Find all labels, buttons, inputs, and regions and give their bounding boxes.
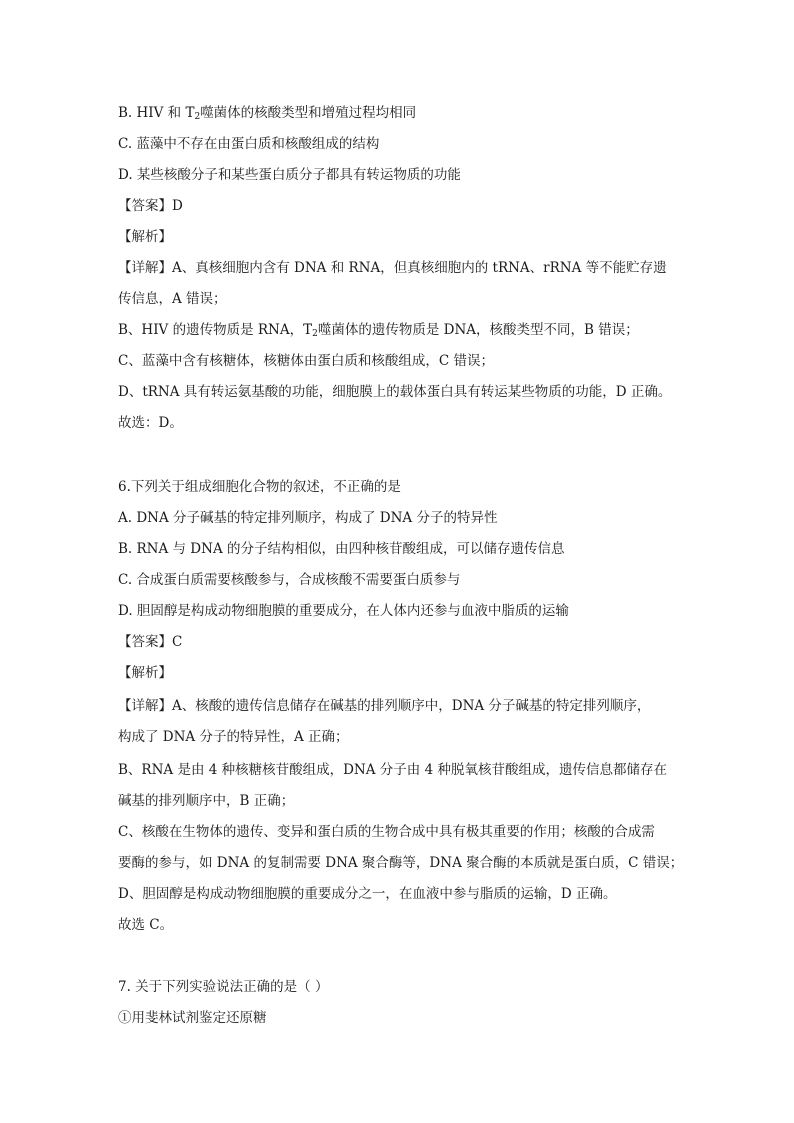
q6-option-c: C. 合成蛋白质需要核酸参与，合成核酸不需要蛋白质参与 [118,572,461,588]
q5-option-b-sub: 2 [194,112,201,122]
q5-option-c: C. 蓝藻中不存在由蛋白质和核酸组成的结构 [118,136,380,152]
q7-item-1: ①用斐林试剂鉴定还原糖 [118,1010,267,1026]
q6-detail-line: 碱基的排列顺序中，B 正确； [118,793,295,809]
q5-detail-line3-post: 噬菌体的遗传物质是 DNA，核酸类型不同，B 错误； [317,322,639,338]
q6-detail-line: C、核酸在生物体的遗传、变异和蛋白质的生物合成中具有极其重要的作用；核酸的合成需 [118,824,655,840]
q7-stem: 7. 关于下列实验说法正确的是（ ） [118,979,329,995]
q6-detail-line: D、胆固醇是构成动物细胞膜的重要成分之一，在血液中参与脂质的运输，D 正确。 [118,886,617,902]
q6-stem: 6.下列关于组成细胞化合物的叙述，不正确的是 [118,479,401,495]
q5-conclusion: 故选：D。 [118,415,183,431]
q5-answer: 【答案】D [118,198,183,214]
q5-analysis-heading: 【解析】 [118,229,172,245]
q6-option-a: A. DNA 分子碱基的特定排列顺序，构成了 DNA 分子的特异性 [118,510,498,526]
q6-detail-line: B、RNA 是由 4 种核糖核苷酸组成，DNA 分子由 4 种脱氧核苷酸组成，遗传信息都储存在 [118,762,667,778]
q6-analysis-heading: 【解析】 [118,665,172,681]
q5-detail-line: C、蓝藻中含有核糖体，核糖体由蛋白质和核酸组成，C 错误； [118,353,494,369]
q5-option-d: D. 某些核酸分子和某些蛋白质分子都具有转运物质的功能 [118,167,461,183]
q6-detail-line: 构成了 DNA 分子的特异性，A 正确； [118,729,349,745]
q5-option-b [118,103,688,123]
q6-option-b: B. RNA 与 DNA 的分子结构相似，由四种核苷酸组成，可以储存遗传信息 [118,541,565,557]
q5-option-b-post: 噬菌体的核酸类型和增殖过程均相同 [200,105,417,121]
q6-conclusion: 故选 C。 [118,917,174,933]
q5-detail-line3-pre: B、HIV 的遗传物质是 RNA，T [118,322,313,338]
q5-option-b-pre: B. HIV 和 T [118,105,195,121]
q6-answer: 【答案】C [118,634,183,650]
q5-detail-line3-sub: 2 [312,329,318,339]
q6-detail-line: 【详解】A、核酸的遗传信息储存在碱基的排列顺序中，DNA 分子碱基的特定排列顺序， [118,698,651,714]
q5-detail-line: 传信息，A 错误； [118,291,227,307]
q5-detail-line [118,320,688,340]
q6-detail-line: 要酶的参与，如 DNA 的复制需要 DNA 聚合酶等，DNA 聚合酶的本质就是蛋白质，C 错误； [118,855,684,871]
q5-detail-line: D、tRNA 具有转运氨基酸的功能，细胞膜上的载体蛋白具有转运某些物质的功能，D 正确。 [118,384,672,400]
q6-option-d: D. 胆固醇是构成动物细胞膜的重要成分，在人体内还参与血液中脂质的运输 [118,603,569,619]
q5-detail-line: 【详解】A、真核细胞内含有 DNA 和 RNA，但真核细胞内的 tRNA、rRNA 等不能贮存遗 [118,260,667,276]
